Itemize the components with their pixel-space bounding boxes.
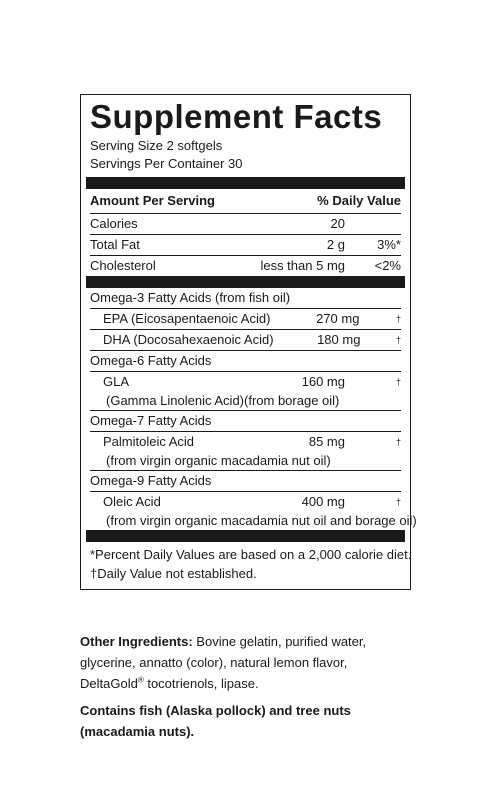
dagger-mark: † [395,335,401,345]
other-ingredients-text-2: tocotrienols, lipase. [143,676,259,691]
nutrient-amount: 2 g [326,237,345,252]
nutrient-amount: 180 mg [317,332,361,347]
nutrient-name: Palmitoleic Acid [103,434,195,449]
dagger-footnote: †Daily Value not established. [90,566,257,581]
nutrient-amount: 270 mg [316,311,360,326]
gla-source-note: (Gamma Linolenic Acid)(from borage oil) [90,392,401,411]
nutrient-dv: 3%* [377,237,401,252]
nutrient-name: DHA (Docosahexaenoic Acid) [103,332,274,347]
nutrient-amount: 85 mg [308,434,345,449]
serving-size: Serving Size 2 softgels [90,138,223,153]
omega7-heading: Omega-7 Fatty Acids [90,411,401,432]
servings-per-container: Servings Per Container 30 [90,156,243,171]
nutrient-row-total-fat [90,235,401,256]
palmitoleic-source-note: (from virgin organic macadamia nut oil) [90,452,401,471]
nutrient-name: EPA (Eicosapentaenoic Acid) [103,311,271,326]
nutrient-row-palmitoleic [90,432,401,452]
omega3-heading: Omega-3 Fatty Acids (from fish oil) [90,288,401,309]
nutrient-row-oleic [90,492,401,512]
allergen-statement: Contains fish (Alaska pollock) and tree nuts (macadamia nuts). [80,703,351,739]
other-ingredients-label: Other Ingredients: [80,634,193,649]
other-ingredients [80,631,410,694]
nutrient-name: Cholesterol [90,258,156,273]
dagger-mark: † [395,497,401,507]
nutrient-row-gla [90,372,401,392]
nutrient-name: Calories [90,216,138,231]
omega6-heading: Omega-6 Fatty Acids [90,351,401,372]
dagger-mark: † [395,314,401,324]
nutrient-name: Total Fat [90,237,140,252]
nutrient-name: Oleic Acid [103,494,161,509]
dagger-mark: † [395,437,401,447]
nutrient-amount: 400 mg [301,494,345,509]
supplement-facts-panel [80,94,417,590]
nutrient-dv: <2% [374,258,401,273]
nutrient-row-epa [90,309,401,330]
thick-divider [86,177,405,189]
nutrient-row-cholesterol [90,256,401,276]
omega9-heading: Omega-9 Fatty Acids [90,471,401,492]
other-ingredients-text-1: Bovine gelatin, purified water, glycerine, annatto (color), natural lemon flavor, DeltaGold [80,634,367,691]
mid-divider [86,276,405,288]
nutrient-name: GLA [103,374,130,389]
dagger-mark: † [395,377,401,387]
nutrient-amount: less than 5 mg [260,258,345,273]
percent-dv-footnote: *Percent Daily Values are based on a 2,000 calorie diet. [90,547,412,562]
table-header [90,189,401,214]
oleic-source-note: (from virgin organic macadamia nut oil and borage oil) [106,513,417,528]
nutrient-amount: 20 [330,216,345,231]
panel-title: Supplement Facts [90,98,383,135]
nutrient-amount: 160 mg [301,374,345,389]
nutrient-row-dha [90,330,401,351]
amount-per-serving-label: Amount Per Serving [90,193,215,208]
registered-mark: ® [137,675,144,685]
bottom-divider [86,530,405,542]
daily-value-label: % Daily Value [317,193,401,208]
nutrient-row-calories [90,214,401,235]
